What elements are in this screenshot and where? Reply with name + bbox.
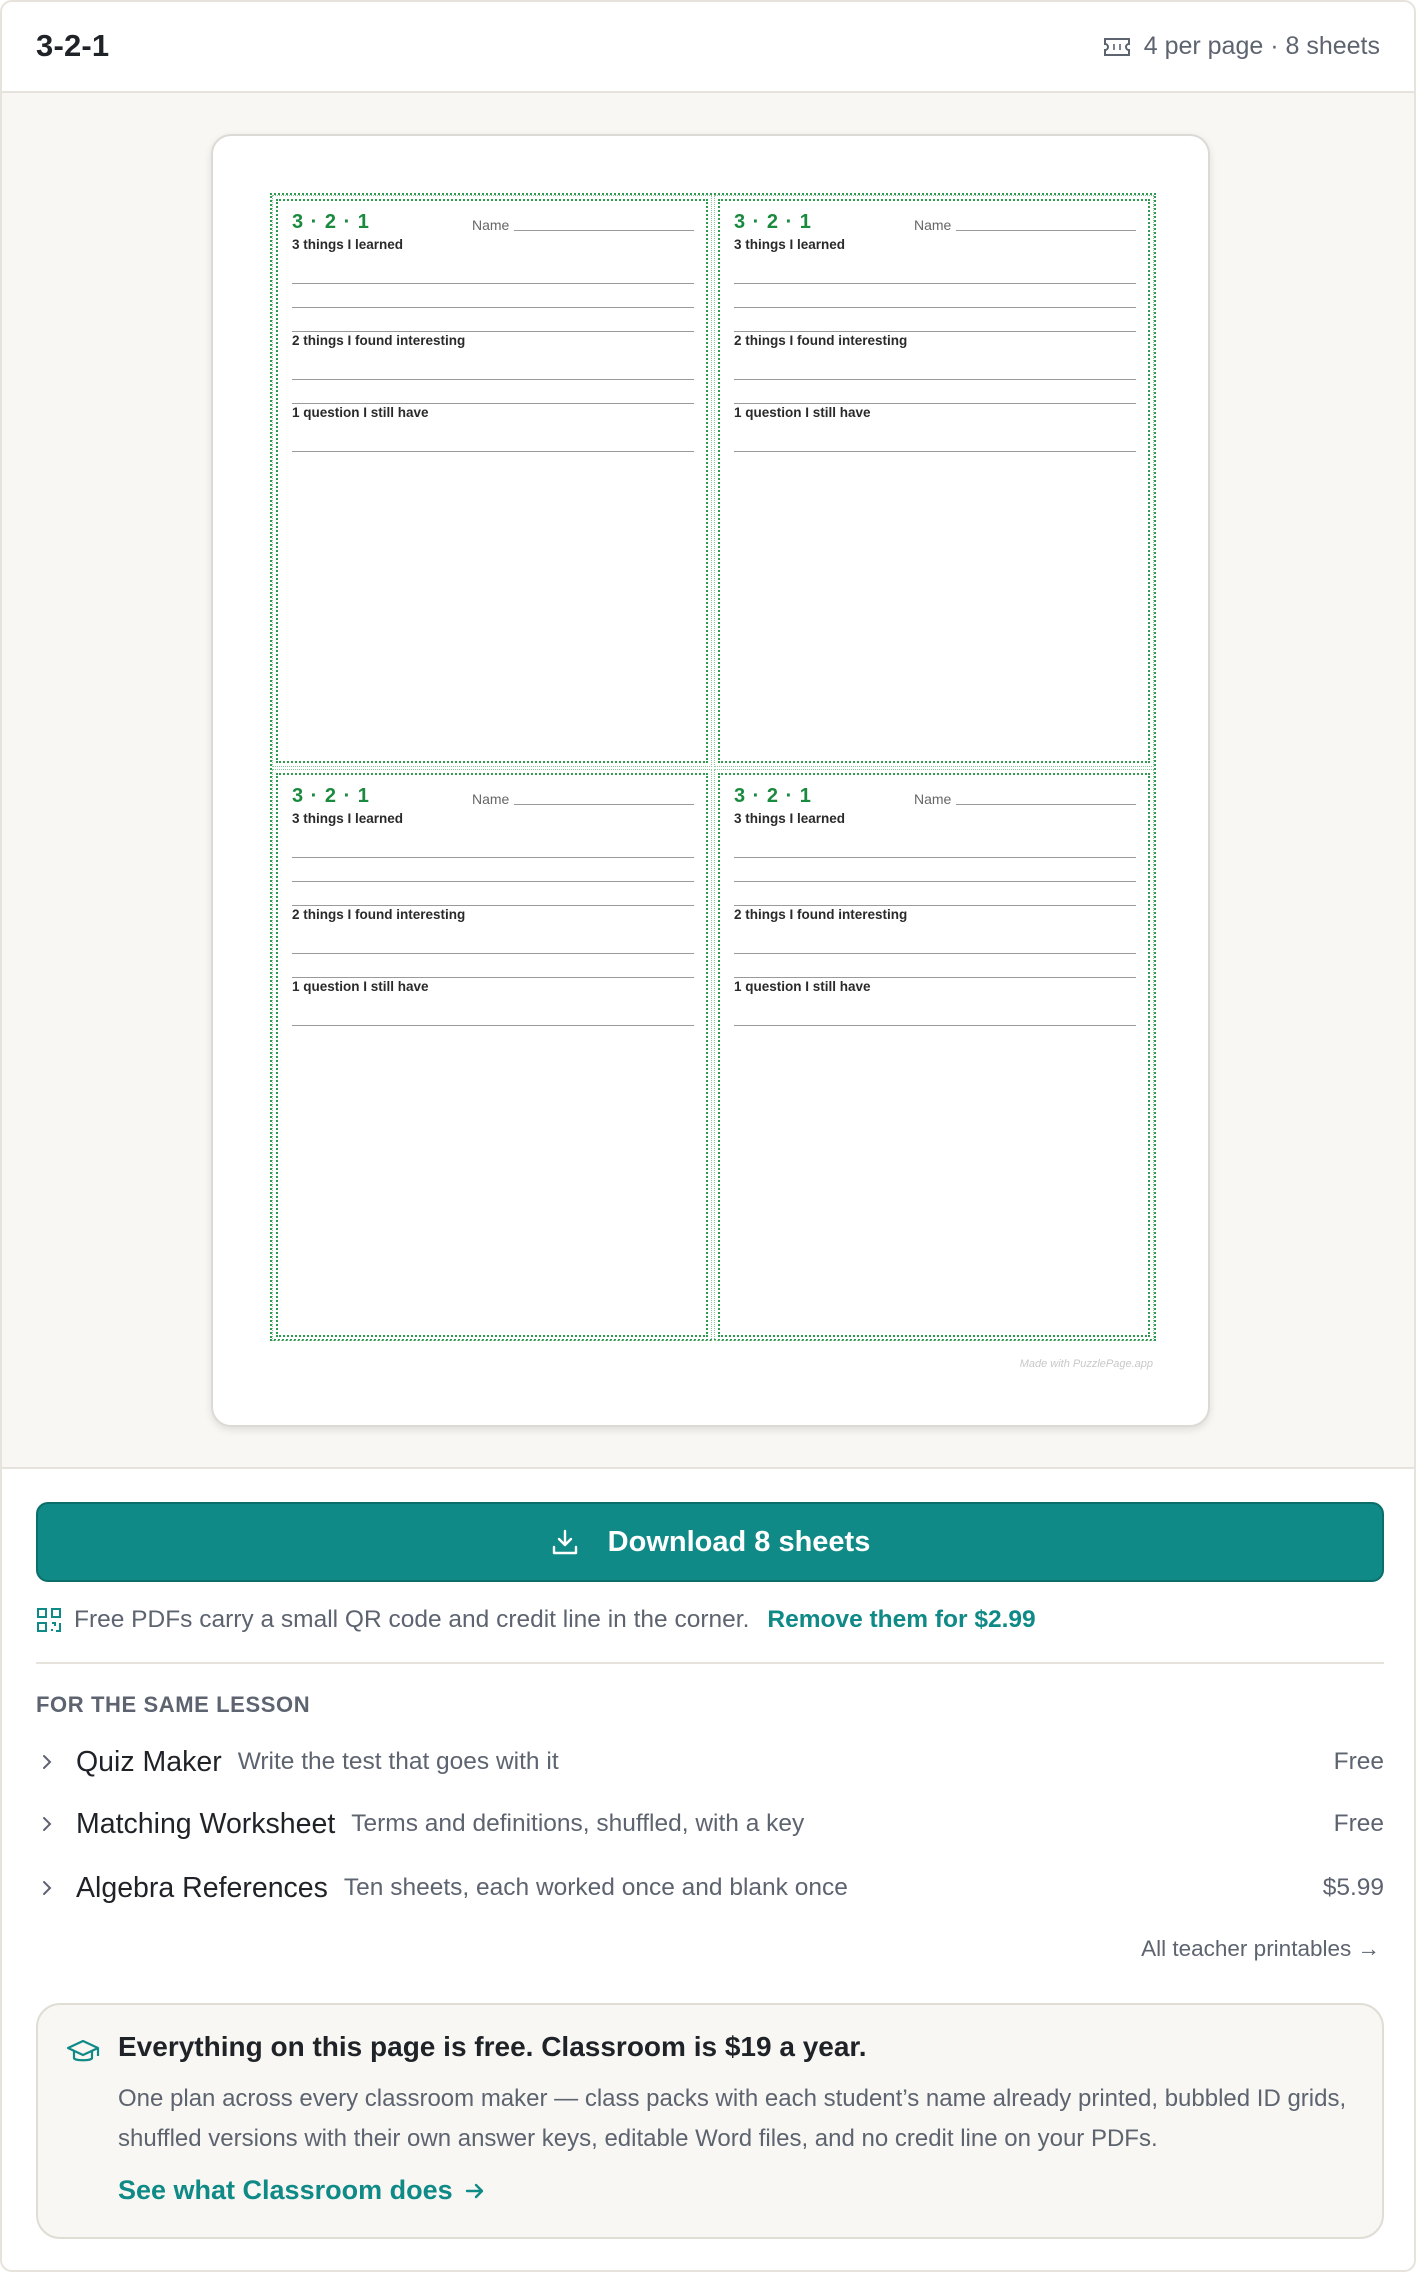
arrow-right-icon bbox=[463, 2179, 487, 2203]
answer-line bbox=[292, 307, 694, 308]
worksheet-sheet bbox=[270, 193, 1156, 1341]
answer-line bbox=[734, 881, 1136, 882]
related-item-price: Free bbox=[1333, 1810, 1384, 1837]
name-label: Name bbox=[914, 217, 952, 233]
sheet-meta-text: 4 per page · 8 sheets bbox=[1143, 32, 1380, 60]
answer-line bbox=[292, 977, 694, 978]
related-item[interactable] bbox=[36, 1866, 1384, 1910]
answer-line bbox=[734, 1025, 1136, 1026]
answer-line bbox=[734, 905, 1136, 906]
promo-title: Everything on this page is free. Classroom is $19 a year. bbox=[118, 2031, 867, 2062]
remove-credit-link[interactable]: Remove them for $2.99 bbox=[767, 1606, 1036, 1633]
chevron-right-icon bbox=[36, 1813, 58, 1835]
name-line bbox=[514, 230, 694, 231]
section-learned: 3 things I learned bbox=[734, 237, 846, 252]
answer-line bbox=[734, 857, 1136, 858]
section-question: 1 question I still have bbox=[734, 979, 871, 994]
related-item-price: Free bbox=[1333, 1748, 1384, 1775]
section-learned: 3 things I learned bbox=[292, 237, 404, 252]
related-item-desc: Terms and definitions, shuffled, with a key bbox=[351, 1810, 805, 1837]
related-item-desc: Write the test that goes with it bbox=[237, 1748, 559, 1775]
name-line bbox=[956, 230, 1136, 231]
worksheet-card bbox=[718, 199, 1150, 763]
name-line bbox=[514, 804, 694, 805]
graduation-cap-icon bbox=[66, 2037, 100, 2067]
card-logo: 3 · 2 · 1 bbox=[292, 211, 370, 233]
answer-line bbox=[292, 379, 694, 380]
credit-line: Made with PuzzlePage.app bbox=[1019, 1358, 1153, 1370]
answer-line bbox=[292, 953, 694, 954]
worksheet-card bbox=[276, 773, 708, 1337]
related-item-desc: Ten sheets, each worked once and blank once bbox=[343, 1874, 848, 1901]
card-logo: 3 · 2 · 1 bbox=[734, 211, 812, 233]
answer-line bbox=[734, 953, 1136, 954]
answer-line bbox=[734, 451, 1136, 452]
related-item-name: Matching Worksheet bbox=[76, 1807, 336, 1840]
worksheet-card bbox=[718, 773, 1150, 1337]
answer-line bbox=[734, 307, 1136, 308]
classroom-cta-label: See what Classroom does bbox=[118, 2175, 453, 2205]
worksheet-card bbox=[276, 199, 708, 763]
download-icon bbox=[550, 1527, 580, 1557]
chevron-right-icon bbox=[36, 1751, 58, 1773]
classroom-promo bbox=[36, 2003, 1384, 2239]
chevron-right-icon bbox=[36, 1877, 58, 1899]
answer-line bbox=[734, 977, 1136, 978]
section-question: 1 question I still have bbox=[292, 405, 429, 420]
name-label: Name bbox=[914, 791, 952, 807]
download-button[interactable] bbox=[36, 1502, 1384, 1582]
answer-line bbox=[292, 283, 694, 284]
qr-note-text: Free PDFs carry a small QR code and credit line in the corner. bbox=[74, 1606, 750, 1633]
qr-code-icon bbox=[36, 1607, 62, 1633]
section-question: 1 question I still have bbox=[292, 979, 429, 994]
name-label: Name bbox=[472, 791, 510, 807]
section-learned: 3 things I learned bbox=[734, 811, 846, 826]
related-item-name: Quiz Maker bbox=[76, 1745, 222, 1778]
answer-line bbox=[734, 331, 1136, 332]
qr-note bbox=[36, 1606, 1036, 1634]
section-interesting: 2 things I found interesting bbox=[734, 333, 908, 348]
card-logo: 3 · 2 · 1 bbox=[734, 785, 812, 807]
answer-line bbox=[292, 905, 694, 906]
download-label: Download 8 sheets bbox=[607, 1525, 871, 1558]
answer-line bbox=[734, 403, 1136, 404]
related-heading: FOR THE SAME LESSON bbox=[36, 1692, 311, 1717]
answer-line bbox=[734, 283, 1136, 284]
related-item[interactable] bbox=[36, 1802, 1384, 1846]
page-title: 3-2-1 bbox=[36, 28, 110, 63]
promo-body: One plan across every classroom maker — class packs with each student’s name already printed, bubbled ID grids, shuffled versions with their own answer keys, editable Word files, and no credit line on your PDFs. bbox=[118, 2085, 1347, 2152]
answer-line bbox=[292, 1025, 694, 1026]
card-logo: 3 · 2 · 1 bbox=[292, 785, 370, 807]
divider bbox=[36, 1662, 1384, 1664]
header bbox=[2, 2, 1414, 93]
related-item[interactable] bbox=[36, 1740, 1384, 1784]
answer-line bbox=[292, 857, 694, 858]
answer-line bbox=[292, 403, 694, 404]
sheet-meta bbox=[1102, 32, 1380, 61]
section-interesting: 2 things I found interesting bbox=[292, 333, 466, 348]
section-learned: 3 things I learned bbox=[292, 811, 404, 826]
related-item-price: $5.99 bbox=[1322, 1874, 1384, 1901]
ticket-icon bbox=[1102, 34, 1132, 60]
answer-line bbox=[292, 451, 694, 452]
section-interesting: 2 things I found interesting bbox=[734, 907, 908, 922]
answer-line bbox=[734, 379, 1136, 380]
preview-area bbox=[2, 93, 1414, 1469]
classroom-cta-link[interactable] bbox=[118, 2175, 487, 2206]
all-printables-link[interactable]: All teacher printables → bbox=[1141, 1936, 1380, 1961]
section-interesting: 2 things I found interesting bbox=[292, 907, 466, 922]
answer-line bbox=[292, 331, 694, 332]
worksheet-preview bbox=[211, 134, 1210, 1427]
section-question: 1 question I still have bbox=[734, 405, 871, 420]
related-item-name: Algebra References bbox=[76, 1871, 328, 1904]
name-label: Name bbox=[472, 217, 510, 233]
answer-line bbox=[292, 881, 694, 882]
name-line bbox=[956, 804, 1136, 805]
